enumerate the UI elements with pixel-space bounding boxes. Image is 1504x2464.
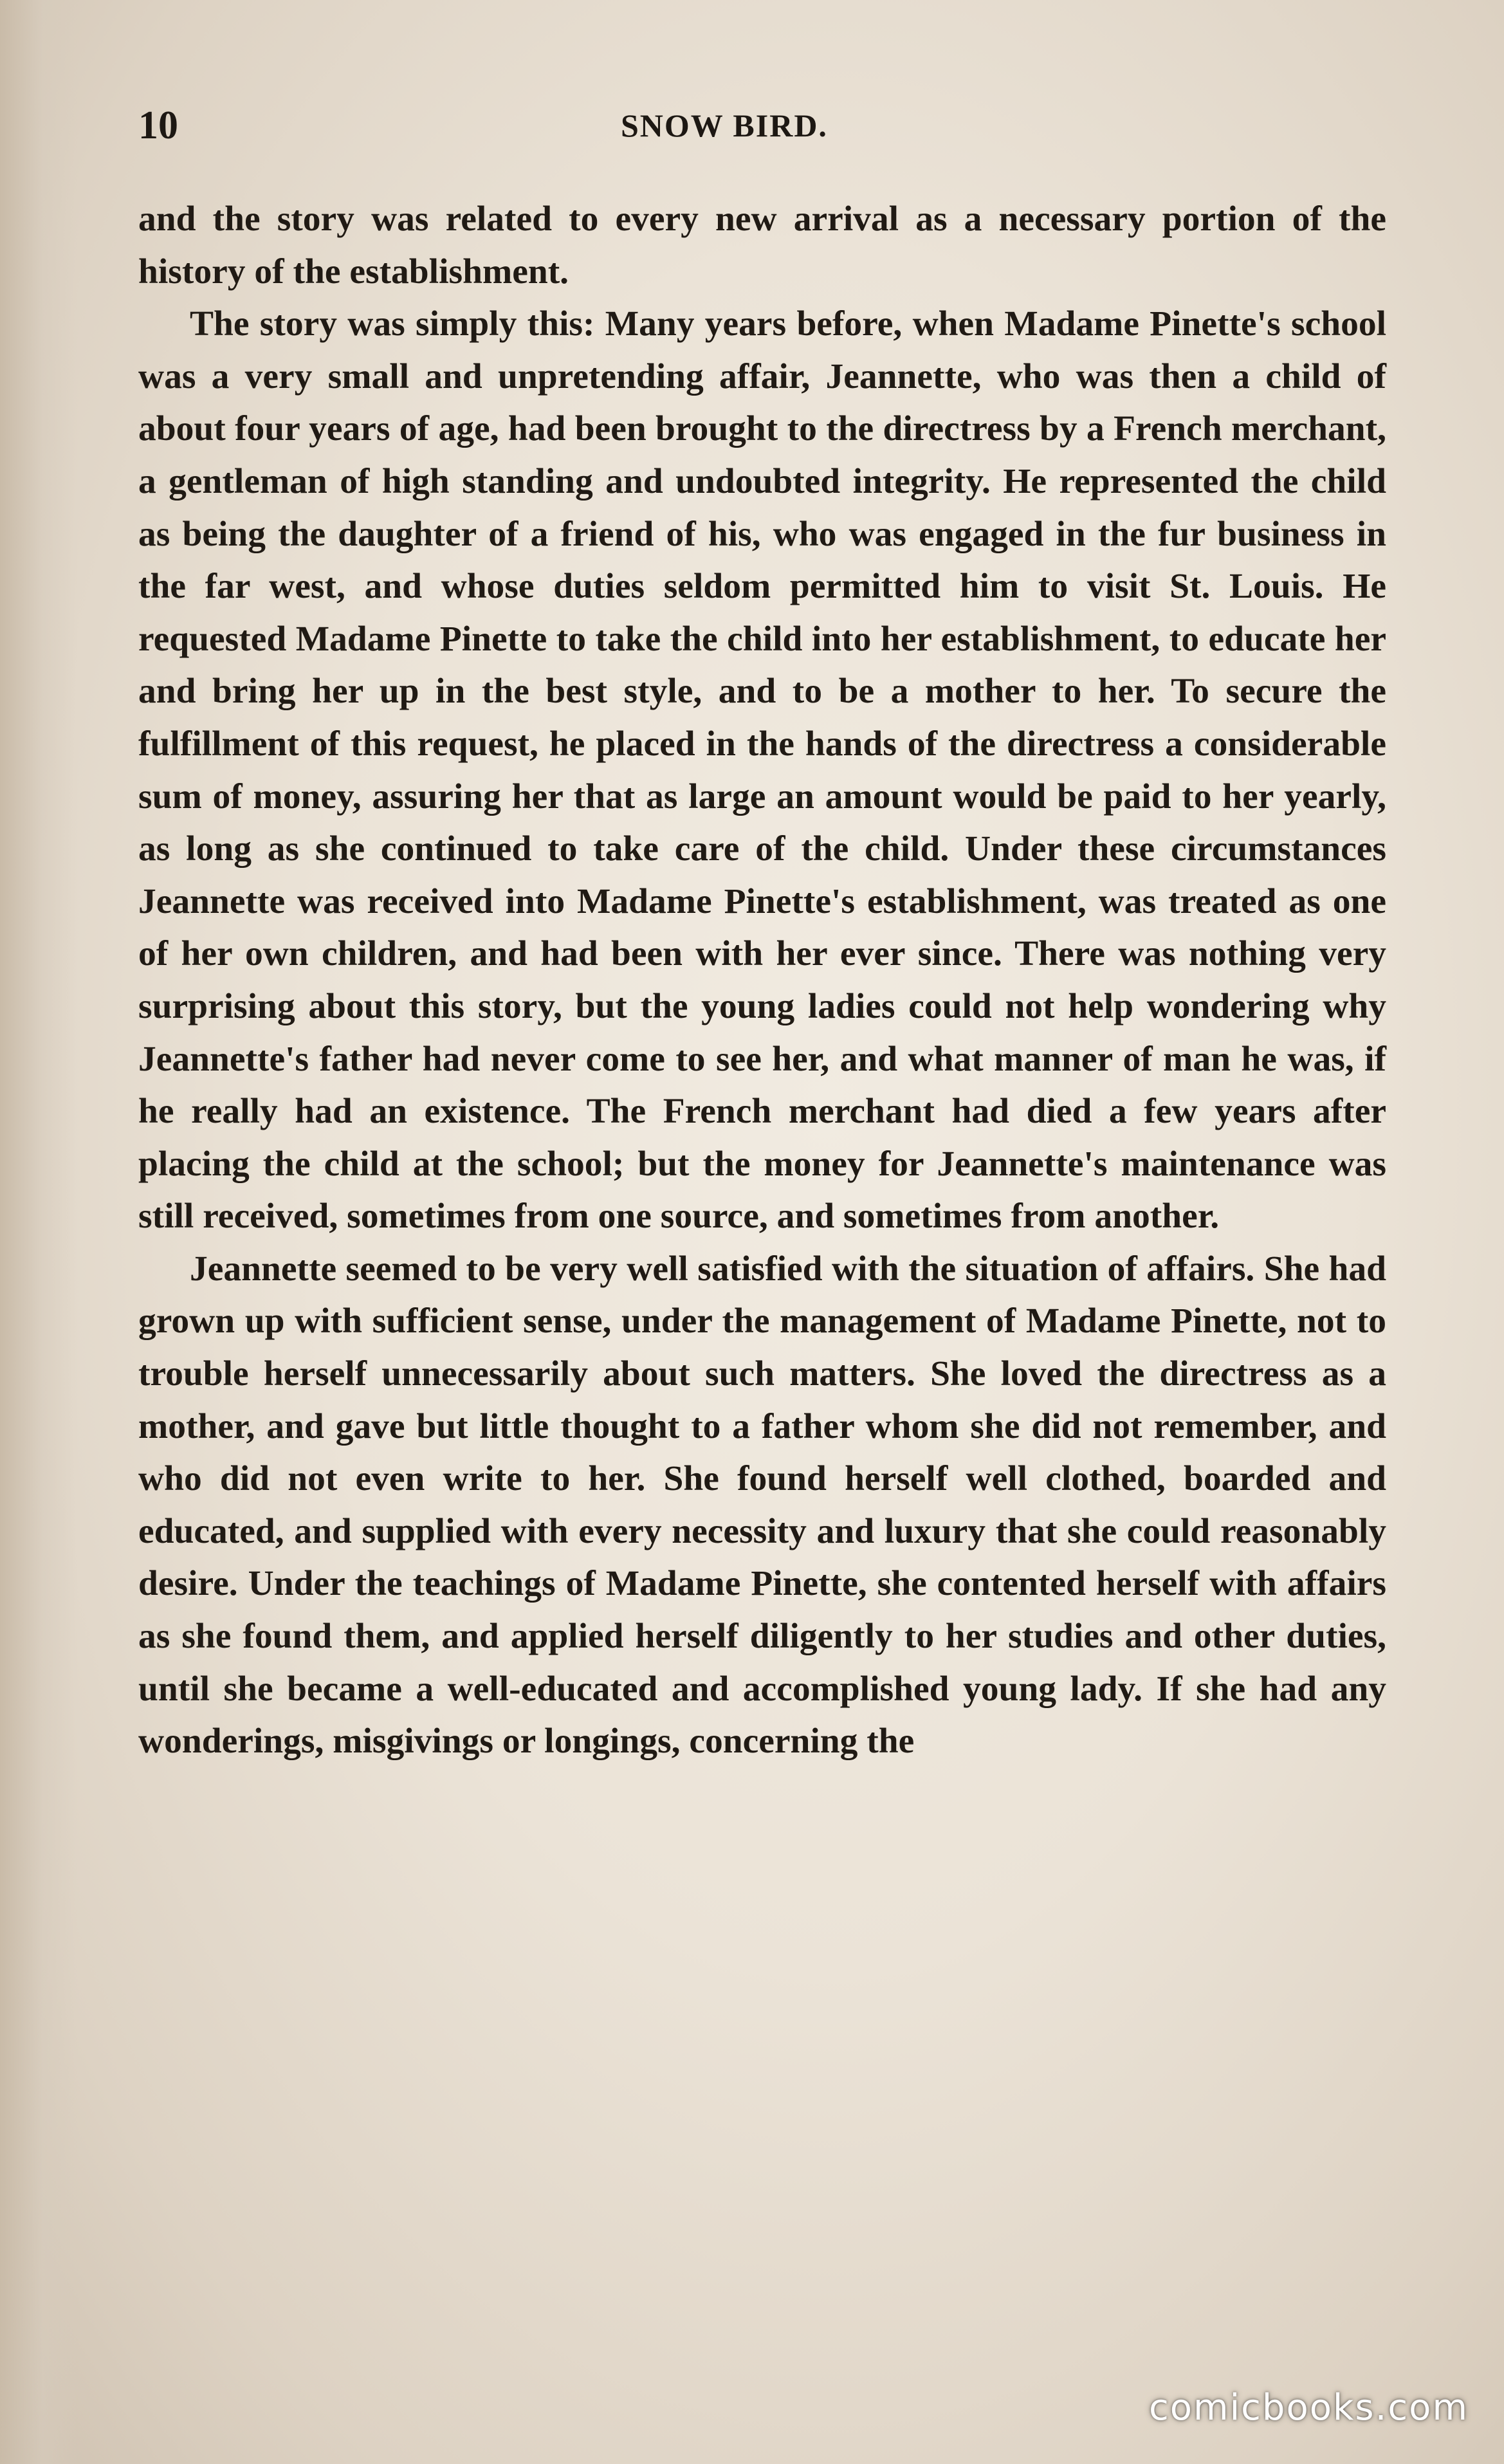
paragraph-jeannette: Jeannette seemed to be very well satisfied with the situation of affairs. She had grown up with sufficient sense, under the management of Madame Pinette, not to trouble herself unnecessarily about such matters. She loved the directress as a mother, and gave but little thought to a father whom she did not remember, and who did not even write to her. She found herself well clothed, boarded and educated, and supplied with every necessity and luxury that she could reasonably desire. Under the teachings of Madame Pinette, she contented herself with affairs as she found them, and applied herself diligently to her studies and other duties, until she became a well-educated and accomplished young lady. If she had any wonderings, misgivings or longings, concerning the xyxy=(138,1249,1386,1761)
page-gutter-shadow xyxy=(0,0,77,2464)
running-head xyxy=(138,97,1386,154)
page-number: 10 xyxy=(138,104,178,147)
body-text xyxy=(138,193,1386,1768)
paragraph-story: The story was simply this: Many years before, when Madame Pinette's school was a very small and unpretending affair, Jeannette, who was then a child of about four years of age, had been brought to the directress by a French merchant, a gentleman of high standing and undoubted integrity. He represented the child as being the daughter of a friend of his, who was engaged in the fur business in the far west, and whose duties seldom permitted him to visit St. Louis. He requested Madame Pinette to take the child into her establishment, to educate her and bring her up in the best style, and to be a mother to her. To secure the fulfillment of this request, he placed in the hands of the directress a considerable sum of money, assuring her that as large an amount would be paid to her yearly, as long as she continued to take care of the child. Under these circumstances Jeannette was received into Madame Pinette's establishment, was treated as one of her own children, and had been with her ever since. There was nothing very surprising about this story, but the young ladies could not help wondering why Jeannette's father had never come to see her, and what manner of man he was, if he really had an existence. The French merchant had died a few years after placing the child at the school; but the money for Jeannette's maintenance was still received, sometimes from one source, and sometimes from another. xyxy=(138,304,1386,1237)
site-watermark: comicbooks.com xyxy=(1148,2387,1469,2429)
paragraph-continued: and the story was related to every new arrival as a necessary portion of the history of the establishment. xyxy=(138,199,1386,291)
running-title: SNOW BIRD. xyxy=(621,107,828,143)
